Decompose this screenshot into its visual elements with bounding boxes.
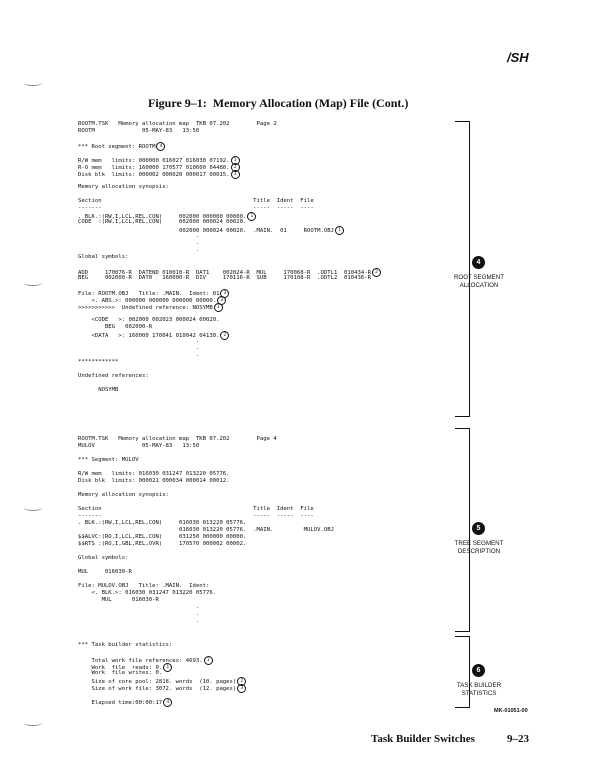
listing-line (78, 317, 381, 324)
callout-marker: 1 (214, 303, 223, 312)
listing-text: ************ (78, 359, 119, 365)
callout-marker: 2 (220, 331, 229, 340)
listing-line (78, 366, 381, 373)
listing-text: Global symbols: (78, 254, 129, 260)
listing-text: <. ABS.>: 000000 000000 000000 00000. (78, 298, 217, 304)
listing-line (78, 177, 381, 184)
listing-line (78, 464, 334, 471)
listing-text: MUL 016030-R (78, 597, 159, 603)
listing-text: Memory allocation synopsis: (78, 184, 169, 190)
listing-line (78, 128, 381, 135)
annotation-badge: 5 (472, 522, 485, 535)
listing-line (78, 345, 381, 352)
figure-code: MK-01051-00 (494, 708, 528, 714)
page-number: 9–23 (507, 733, 529, 745)
listing-text: $$ALVC:(RO,I,LCL,REL,CON) 031250 000000 00000. (78, 534, 247, 540)
listing-line (78, 149, 381, 156)
listing-text: R/W mem limits: 000000 016027 016030 07192. (78, 158, 230, 164)
annotation-badge: 4 (472, 256, 485, 269)
listing-line (78, 485, 334, 492)
listing-line (78, 289, 381, 296)
listing-line (78, 698, 246, 705)
listing-text: . (78, 611, 200, 617)
margin-mark (24, 80, 42, 86)
listing-line (78, 684, 246, 691)
listing-text: File: ROOTM.OBJ Title: .MAIN. Ident: 01 (78, 291, 220, 297)
listing-text: Disk blk limits: 000021 000034 000014 00012. (78, 478, 230, 484)
listing-line (78, 156, 381, 163)
annotation-label: TREE SEGMENT DESCRIPTION (454, 540, 504, 555)
callout-marker: 2 (237, 677, 246, 686)
listing-line (78, 380, 381, 387)
listing-text: ------- ----- ----- ---- (78, 513, 314, 519)
listing-text: Disk blk limits: 000002 000020 000017 00015. (78, 172, 230, 178)
listing-line (78, 212, 381, 219)
listing-line (78, 373, 381, 380)
listing-text: . (78, 618, 200, 624)
listing-text: . (78, 338, 200, 344)
margin-mark (24, 280, 42, 286)
listing-text: . (78, 233, 200, 239)
listing-line (78, 541, 334, 548)
listing-line (78, 170, 381, 177)
listing-text: R-O mem limits: 160000 170577 010600 04480. (78, 165, 230, 171)
listing-text: *** Task builder statistics: (78, 642, 173, 648)
listing-text: $$RTS :(RO,I,GBL,REL,OVR) 170570 000002 00002. (78, 541, 247, 547)
listing-line (78, 583, 334, 590)
callout-marker: 1 (335, 226, 344, 235)
callout-marker: 3 (217, 296, 226, 305)
listing-line (78, 121, 381, 128)
listing-text: *** Root segment: ROOTM (78, 144, 156, 150)
listing-text: Section Title Ident File (78, 198, 314, 204)
listing-line (78, 324, 381, 331)
listing-text: 016030 013220 05776. .MAIN. MULOV.OBJ (78, 527, 334, 533)
listing-text: >>>>>>>>>>> Undefined reference: NOSYMB (78, 305, 213, 311)
listing-text: ------- ----- ----- ---- (78, 205, 314, 211)
listing-text: . (78, 352, 200, 358)
annotation-label: TASK BUILDER STATISTICS (456, 682, 502, 697)
listing-text: Global symbols: (78, 555, 129, 561)
listing-line (78, 506, 334, 513)
listing-line (78, 576, 334, 583)
listing-text: ADD 170076-R DATEND 010010-R DAT1 002024-R MUL 170068-R .ODTL1 010434-R (78, 270, 371, 276)
listing-line (78, 436, 334, 443)
listing-text: ROOTM 05-MAY-83 13:50 (78, 128, 200, 134)
listing-line (78, 219, 381, 226)
section-tag: /SH (507, 50, 529, 65)
listing-text: . (78, 345, 200, 351)
listing-line (78, 656, 246, 663)
listing-line (78, 562, 334, 569)
listing-text: <CODE >: 002000 002023 000024 00020. (78, 317, 220, 323)
listing-line (78, 478, 334, 485)
listing-line (78, 282, 381, 289)
map-listing-root (78, 121, 381, 394)
listing-line (78, 534, 334, 541)
listing-text: CODE :(RW,I,LCL,REL,CON) 002000 000024 00020. (78, 219, 247, 225)
listing-text: *** Segment: MULOV (78, 457, 139, 463)
callout-marker: 2 (231, 163, 240, 172)
listing-text: BEG 002000-R (78, 324, 153, 330)
figure-title: Figure 9–1: Memory Allocation (Map) File (Cont.) (148, 96, 409, 110)
listing-line (78, 611, 334, 618)
listing-text: MUL 016030-R (78, 569, 132, 575)
callout-marker: 1 (204, 656, 213, 665)
listing-text: Memory allocation synopsis: (78, 492, 169, 498)
listing-line (78, 642, 246, 649)
listing-line (78, 520, 334, 527)
listing-line (78, 663, 246, 670)
listing-text: MULOV 05-MAY-83 13:50 (78, 443, 200, 449)
listing-line (78, 471, 334, 478)
listing-text: . (78, 247, 200, 253)
callout-marker: 4 (156, 142, 165, 151)
listing-line (78, 604, 334, 611)
listing-text: BEG 002000-R DAT0 160000-R DIV 170116-R SUB 170108-R .ODTL2 010436-R (78, 275, 371, 281)
listing-line (78, 450, 334, 457)
listing-line (78, 184, 381, 191)
task-builder-statistics (78, 642, 246, 705)
listing-text: Elapsed time:00:00:17 (78, 700, 163, 706)
listing-line (78, 569, 334, 576)
listing-line (78, 261, 381, 268)
listing-line (78, 670, 246, 677)
callout-marker: 4 (163, 698, 172, 707)
bracket-tree (455, 428, 470, 632)
listing-line (78, 275, 381, 282)
listing-line (78, 268, 381, 275)
listing-line (78, 233, 381, 240)
listing-text: Work file reads: 0. (78, 665, 163, 671)
listing-text: . (78, 604, 200, 610)
listing-line (78, 499, 334, 506)
listing-text: Work file writes: 0. (78, 670, 163, 676)
listing-line (78, 457, 334, 464)
listing-text: ROOTM.TSK Memory allocation map TKB 07.202 Page 4 (78, 436, 277, 442)
listing-line (78, 513, 334, 520)
listing-line (78, 555, 334, 562)
listing-line (78, 443, 334, 450)
listing-line (78, 310, 381, 317)
listing-text: Total work file references: 4693. (78, 658, 203, 664)
callout-marker: 1 (163, 663, 172, 672)
listing-text: . BLK.:(RW,I,LCL,REL,CON) 016030 013220 05776. (78, 520, 247, 526)
listing-text: ROOTM.TSK Memory allocation map TKB 07.202 Page 2 (78, 121, 277, 127)
listing-line (78, 205, 381, 212)
footer-section: Task Builder Switches (371, 733, 475, 745)
listing-line (78, 677, 246, 684)
listing-line (78, 352, 381, 359)
listing-line (78, 359, 381, 366)
listing-text: 002000 000024 00020. .MAIN. 01 ROOTM.OBJ (78, 228, 334, 234)
listing-text: File: MULOV.OBJ Title: .MAIN. Ident: (78, 583, 210, 589)
callout-marker: 3 (237, 684, 246, 693)
listing-line (78, 492, 334, 499)
listing-line (78, 240, 381, 247)
listing-line (78, 331, 381, 338)
margin-mark (24, 720, 42, 726)
listing-text: . BLK.:(RW,I,LCL,REL,CON) 002000 000000 00000. (78, 214, 247, 220)
listing-line (78, 135, 381, 142)
callout-marker: 2 (372, 268, 381, 277)
listing-text: Size of work file: 3072. words (12. pages) (78, 686, 237, 692)
bracket-root (455, 121, 470, 417)
listing-line (78, 338, 381, 345)
listing-line (78, 303, 381, 310)
margin-mark (24, 505, 42, 511)
listing-line (78, 590, 334, 597)
listing-line (78, 548, 334, 555)
callout-marker: 1 (231, 156, 240, 165)
map-listing-segment (78, 436, 334, 625)
listing-text: Section Title Ident File (78, 506, 314, 512)
listing-line (78, 163, 381, 170)
listing-line (78, 296, 381, 303)
listing-line (78, 226, 381, 233)
listing-line (78, 597, 334, 604)
listing-line (78, 527, 334, 534)
listing-line (78, 142, 381, 149)
callout-marker: 3 (220, 289, 229, 298)
listing-line (78, 254, 381, 261)
callout-marker: 1 (247, 212, 256, 221)
listing-line (78, 198, 381, 205)
listing-line (78, 691, 246, 698)
listing-line (78, 618, 334, 625)
listing-text: Undefined references: (78, 373, 149, 379)
listing-line (78, 191, 381, 198)
annotation-label: ROOT SEGMENT ALLOCATION (453, 274, 505, 289)
listing-text: Size of core pool: 2818. words (10. pages) (78, 679, 237, 685)
listing-line (78, 247, 381, 254)
listing-line (78, 649, 246, 656)
annotation-badge: 6 (472, 664, 485, 677)
listing-text: NOSYMB (78, 387, 119, 393)
callout-marker: 3 (231, 170, 240, 179)
listing-text: R/W mem limits: 016030 031247 013220 05776. (78, 471, 230, 477)
listing-text: <. BLK.>: 016030 031247 013220 05776. (78, 590, 217, 596)
listing-text: . (78, 240, 200, 246)
listing-text: <DATA >: 160000 170041 010042 04130. (78, 333, 220, 339)
listing-line (78, 387, 381, 394)
